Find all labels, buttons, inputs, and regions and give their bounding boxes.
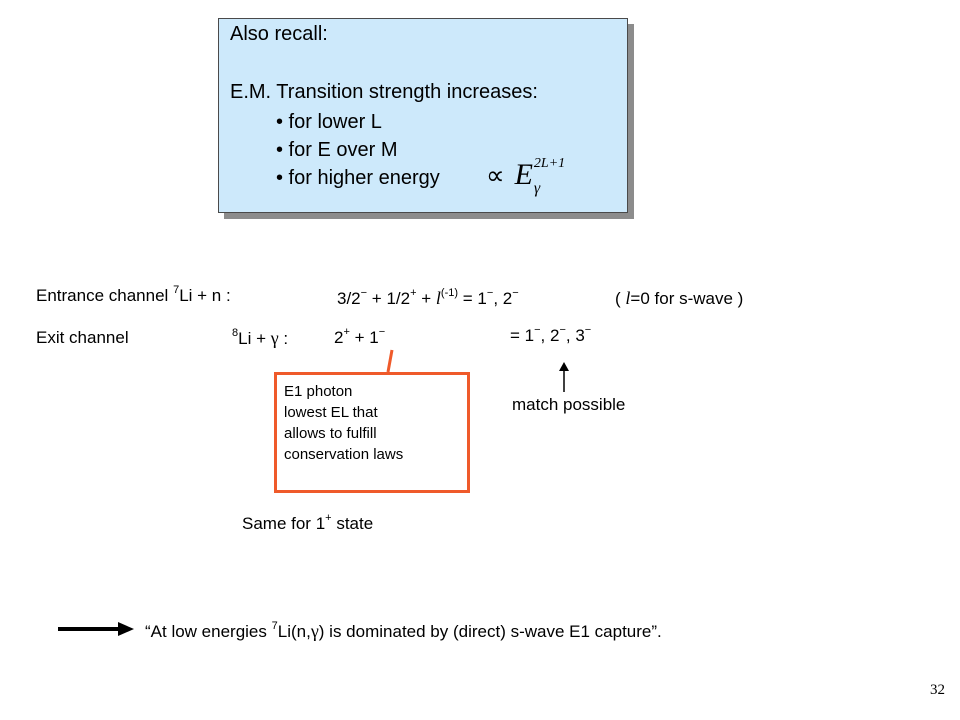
entrance-plus: + <box>416 289 436 308</box>
formula-energy: E <box>514 158 533 191</box>
formula-subscript-gamma: γ <box>533 180 541 197</box>
formula-exponent: 2L+1 <box>533 156 566 171</box>
exit-nucleus-text: Li + <box>238 329 271 348</box>
same-state-rest: state <box>331 514 374 533</box>
entrance-label: Entrance channel <box>36 286 169 305</box>
same-state-note <box>242 513 373 535</box>
e1-photon-note-text <box>284 381 403 465</box>
entrance-result-b-parity: − <box>512 287 519 300</box>
conclusion-mid: Li(n, <box>277 622 311 641</box>
exit-spin-b: + 1 <box>349 328 379 347</box>
note-pointer-line <box>388 350 392 372</box>
exit-result-a: = 1 <box>510 326 535 345</box>
conclusion-mass-number: 7 <box>271 620 278 633</box>
conclusion-close: ) is dominated by (direct) s-wave E1 capture”. <box>318 622 662 641</box>
note-line-1: E1 photon <box>284 383 353 400</box>
entrance-spin-a: 3/2 <box>337 289 361 308</box>
exit-result-a-parity: − <box>534 324 541 337</box>
conclusion-arrow-head <box>118 622 134 636</box>
entrance-result-a-parity: − <box>486 287 494 300</box>
recall-bullet-3: • for higher energy <box>276 167 440 189</box>
same-state-text: Same for 1 <box>242 514 326 533</box>
conclusion-quote <box>145 620 662 643</box>
exit-result-b-parity: − <box>559 324 566 337</box>
entrance-spin-b-parity: + <box>410 287 417 300</box>
exit-spin-a-parity: + <box>343 326 350 339</box>
exit-gamma: γ <box>270 328 279 348</box>
exit-result-b: , 2 <box>540 326 560 345</box>
recall-heading: Also recall: <box>230 23 328 45</box>
recall-bullet-2: • for E over M <box>276 139 398 161</box>
exit-colon: : <box>278 329 289 348</box>
conclusion-open: “At low energies <box>145 622 272 641</box>
entrance-result-b: , 2 <box>493 289 513 308</box>
recall-statement: E.M. Transition strength increases: <box>230 81 538 103</box>
s-wave-note-open: ( <box>615 289 626 308</box>
note-line-2: lowest EL that <box>284 404 378 421</box>
entrance-nucleus: Li + n : <box>179 286 231 305</box>
entrance-spin-b: + 1/2 <box>367 289 411 308</box>
exit-spin-a: 2 <box>334 328 344 347</box>
exit-result-c: , 3 <box>565 326 585 345</box>
page-number: 32 <box>930 682 945 698</box>
entrance-spin-a-parity: − <box>360 287 368 300</box>
entrance-mass-number: 7 <box>173 284 180 297</box>
note-line-3: allows to fulfill <box>284 425 377 442</box>
match-arrow-head <box>559 362 569 371</box>
exit-mass-number: 8 <box>232 327 239 340</box>
conclusion-gamma: γ <box>310 621 319 641</box>
proportional-symbol: ∝ <box>486 161 505 190</box>
entrance-l-exponent: (-1) <box>440 287 459 300</box>
match-possible-label: match possible <box>512 395 626 414</box>
note-line-4: conservation laws <box>284 446 404 463</box>
same-state-parity: + <box>325 512 332 525</box>
entrance-result-a: = 1 <box>458 289 487 308</box>
exit-spin-b-parity: − <box>378 326 386 339</box>
exit-result-c-parity: − <box>584 324 592 337</box>
exit-label: Exit channel <box>36 328 129 347</box>
entrance-l: l <box>435 288 441 308</box>
recall-bullet-1: • for lower L <box>276 111 382 133</box>
s-wave-note-text: =0 for s-wave ) <box>630 289 744 308</box>
s-wave-note-l: l <box>625 288 631 308</box>
